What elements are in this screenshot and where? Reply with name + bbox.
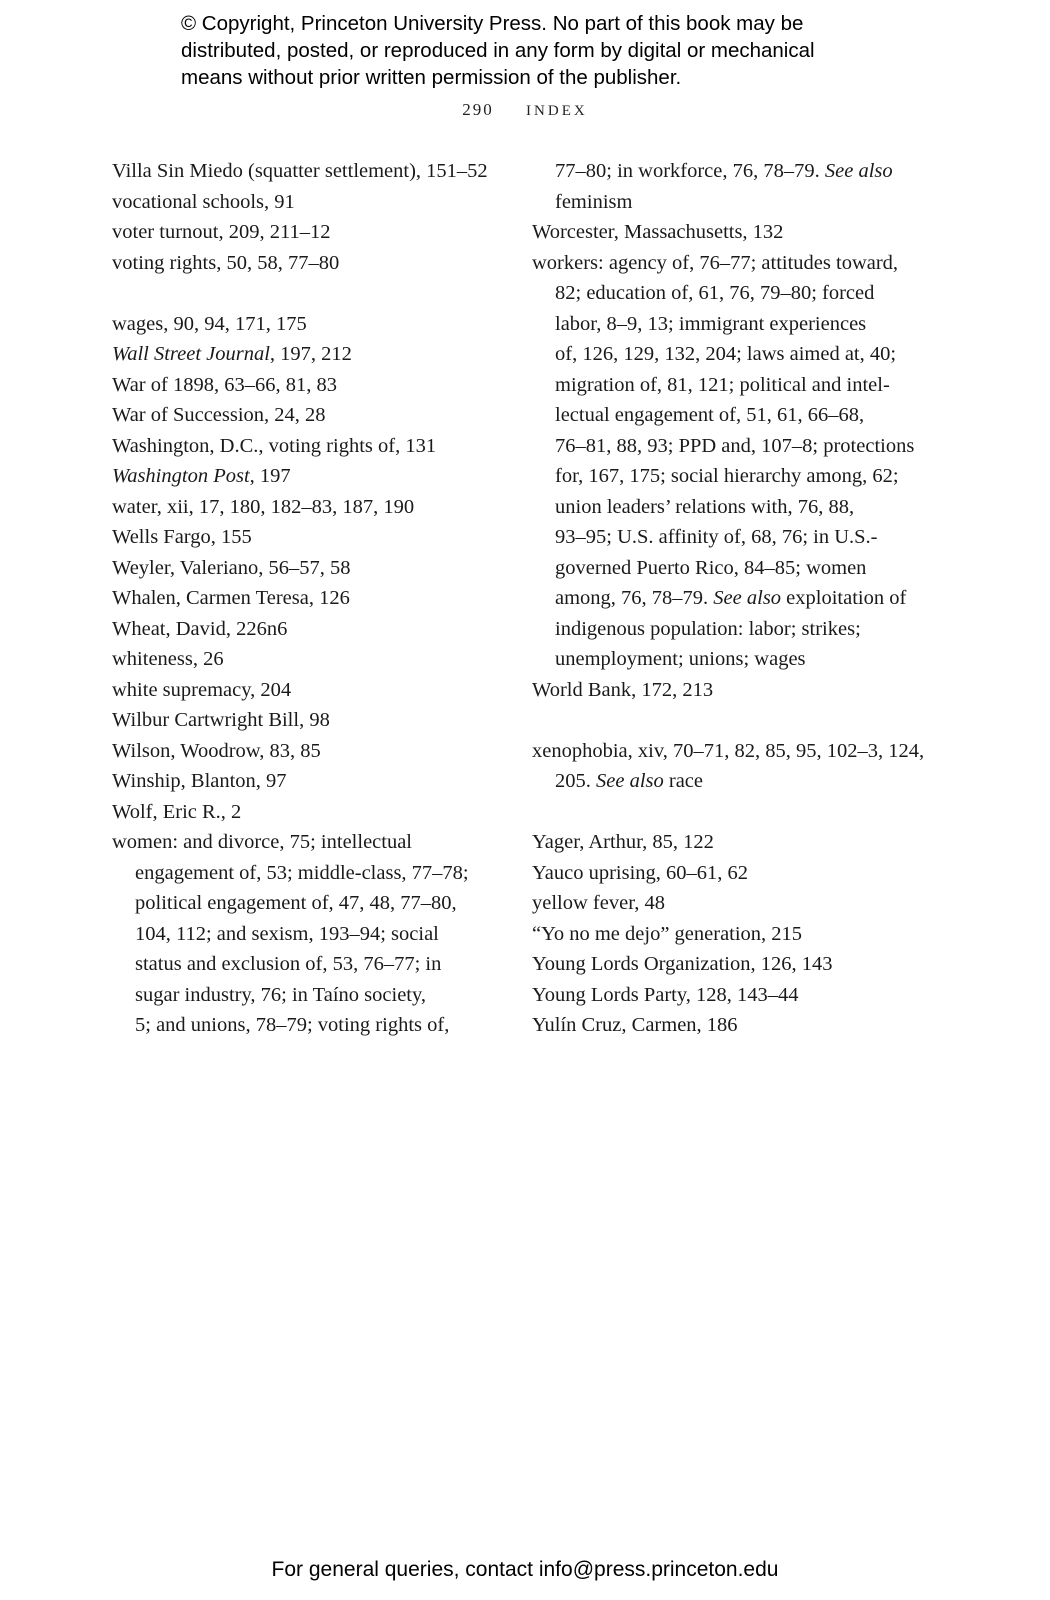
index-spacer	[532, 797, 917, 828]
index-entry: Villa Sin Miedo (squatter settlement), 151–52	[112, 160, 488, 182]
index-entry: Weyler, Valeriano, 56–57, 58	[112, 556, 351, 579]
copyright-line: distributed, posted, or reproduced in any form by digital or mechanical	[181, 39, 815, 62]
index-spacer	[112, 278, 492, 309]
see-also-label: See also	[824, 160, 893, 182]
index-entry-pages: , 197, 212	[269, 343, 352, 365]
index-entry: Wheat, David, 226n6	[112, 617, 288, 640]
copyright-notice	[181, 10, 901, 91]
index-entry: Yulín Cruz, Carmen, 186	[532, 1014, 738, 1036]
index-entry: War of 1898, 63–66, 81, 83	[112, 373, 337, 396]
index-entry: Winship, Blanton, 97	[112, 770, 287, 792]
index-entry: Worcester, Massachusetts, 132	[532, 221, 784, 243]
index-entry-continuation: union leaders’ relations with, 76, 88,	[555, 495, 855, 518]
copyright-line: means without prior written permission of the publisher.	[181, 66, 682, 89]
index-entry: Wilson, Woodrow, 83, 85	[112, 739, 321, 762]
index-entry-continuation	[532, 766, 917, 797]
index-entry: Yager, Arthur, 85, 122	[532, 831, 714, 853]
index-entry-continuation: 5; and unions, 78–79; voting rights of,	[135, 1014, 450, 1036]
index-entry: World Bank, 172, 213	[532, 678, 714, 701]
index-entry: vocational schools, 91	[112, 190, 295, 213]
index-entry: voting rights, 50, 58, 77–80	[112, 251, 340, 274]
index-entry: Yauco uprising, 60–61, 62	[532, 861, 749, 884]
index-entry: “Yo no me dejo” generation, 215	[532, 922, 803, 945]
index-entry-continuation: unemployment; unions; wages	[555, 648, 806, 670]
index-entry-continuation: sugar industry, 76; in Taíno society,	[135, 983, 427, 1006]
index-entry: Young Lords Party, 128, 143–44	[532, 983, 799, 1006]
index-entry-pages: , 197	[249, 465, 291, 487]
index-entry-title: Wall Street Journal	[112, 343, 270, 365]
index-entry: wages, 90, 94, 171, 175	[112, 312, 307, 335]
index-entry: voter turnout, 209, 211–12	[112, 221, 331, 243]
running-head	[0, 100, 1050, 120]
index-entry-continuation	[532, 156, 917, 187]
index-entry-text: 77–80; in workforce, 76, 78–79.	[555, 160, 825, 182]
index-entry-continuation: lectual engagement of, 51, 61, 66–68,	[555, 404, 865, 426]
index-entry-continuation: 82; education of, 61, 76, 79–80; forced	[555, 282, 875, 304]
index-entry: Wolf, Eric R., 2	[112, 800, 242, 823]
index-entry: whiteness, 26	[112, 648, 224, 670]
index-entry: women: and divorce, 75; intellectual	[112, 831, 413, 853]
index-spacer	[532, 705, 917, 736]
index-column-right	[532, 156, 925, 1041]
index-entry-continuation: indigenous population: labor; strikes;	[555, 617, 861, 640]
index-entry: xenophobia, xiv, 70–71, 82, 85, 95, 102–3, 124,	[532, 739, 925, 762]
see-also-label: See also	[713, 587, 782, 609]
index-entry-title: Washington Post	[112, 465, 250, 487]
index-entry	[112, 461, 492, 492]
index-entry	[112, 339, 492, 370]
index-entry-continuation: feminism	[555, 190, 633, 213]
index-entry: white supremacy, 204	[112, 678, 292, 701]
index-entry: Washington, D.C., voting rights of, 131	[112, 434, 437, 457]
index-entry-text: among, 76, 78–79.	[555, 587, 714, 609]
index-entry: Wilbur Cartwright Bill, 98	[112, 709, 330, 731]
index-column-left	[112, 156, 492, 1041]
page-number: 290	[462, 100, 494, 119]
index-entry: Wells Fargo, 155	[112, 526, 252, 548]
index-entry: yellow fever, 48	[532, 892, 665, 914]
copyright-line: © Copyright, Princeton University Press. No part of this book may be	[181, 12, 804, 35]
index-entry-text: race	[663, 770, 703, 792]
section-title: INDEX	[526, 103, 588, 119]
index-entry: Whalen, Carmen Teresa, 126	[112, 587, 350, 609]
index-entry-continuation: labor, 8–9, 13; immigrant experiences	[555, 312, 867, 335]
see-also-label: See also	[596, 770, 664, 792]
index-entry-text: exploitation of	[781, 587, 907, 609]
index-entry: water, xii, 17, 180, 182–83, 187, 190	[112, 495, 415, 518]
index-entry-continuation: status and exclusion of, 53, 76–77; in	[135, 953, 442, 975]
index-entry-continuation	[532, 583, 917, 614]
footer-contact: For general queries, contact info@press.princeton.edu	[271, 1558, 779, 1581]
index-entry-continuation: political engagement of, 47, 48, 77–80,	[135, 892, 457, 914]
index-entry-text: 205.	[555, 770, 596, 792]
index-entry: War of Succession, 24, 28	[112, 404, 326, 426]
index-entry-continuation: governed Puerto Rico, 84–85; women	[555, 556, 867, 579]
index-entry-continuation: migration of, 81, 121; political and intel-	[555, 373, 890, 396]
index-entry-continuation: 93–95; U.S. affinity of, 68, 76; in U.S.-	[555, 526, 878, 548]
index-entry-continuation: for, 167, 175; social hierarchy among, 62;	[555, 465, 899, 487]
index-entry: workers: agency of, 76–77; attitudes toward,	[532, 251, 899, 274]
index-entry-continuation: engagement of, 53; middle-class, 77–78;	[135, 861, 469, 884]
index-entry: Young Lords Organization, 126, 143	[532, 953, 833, 975]
index-entry-continuation: 76–81, 88, 93; PPD and, 107–8; protections	[555, 434, 915, 457]
index-entry-continuation: 104, 112; and sexism, 193–94; social	[135, 922, 439, 945]
index-entry-continuation: of, 126, 129, 132, 204; laws aimed at, 40;	[555, 343, 897, 365]
